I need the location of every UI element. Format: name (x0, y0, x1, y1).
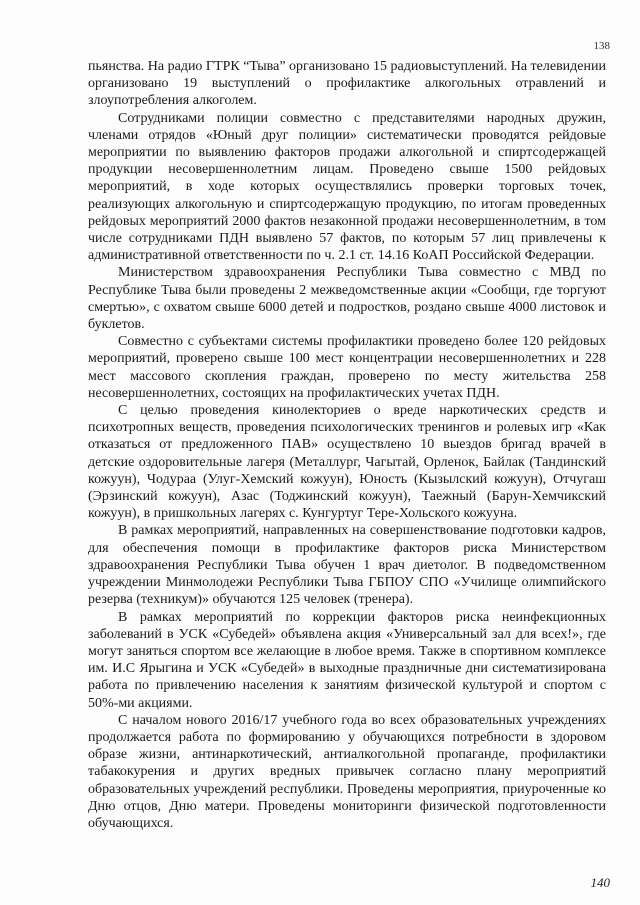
paragraph-3: Министерством здравоохранения Республики Тыва совместно с МВД по Республике Тыва были проведены 2 межведомственные акции «Сообщи, где торгуют смертью», с охватом свыше 6000 детей и подростков, роздано свыше 4000 листовок и буклетов. (88, 265, 606, 333)
paragraph-5: С целью проведения кинолекториев о вреде наркотических средств и психотропных веществ, проведения психологических тренингов и ролевых игр «Как отказаться от предложенного ПАВ» осуществлено 10 выездов бригад врачей в детские оздоровительные лагеря (Металлург, Чагытай, Орленок, Байлак (Тандинский кожуун), Чодураа (Улуг-Хемский кожуун), Юность (Кызылский кожуун), Отчугаш (Эрзинский кожуун), Азас (Тоджинский кожуун), Таежный (Барун-Хемчикский кожуун), в пришкольных лагерях с. Кунгуртуг Тере-Хольского кожууна. (88, 403, 606, 522)
paragraph-8: С началом нового 2016/17 учебного года во всех образовательных учреждениях продолжается работа по формированию у обучающихся потребности в здоровом образе жизни, антинаркотический, антиалкогольной пропаганде, профилактики табакокурения и других вредных привычек согласно плану мероприятий образовательных учреждений республики. Проведены мероприятия, приуроченные ко Дню отцов, Дню матери. Проведены мониторинги физической подготовленности обучающихся. (88, 712, 606, 831)
paragraph-6: В рамках мероприятий, направленных на совершенствование подготовки кадров, для обеспечения помощи в профилактике факторов риска Министерством здравоохранения Республики Тыва обучен 1 врач диетолог. В подведомственном учреждении Минмолодежи Республики Тыва ГБПОУ СПО «Училище олимпийского резерва (техникум)» обучаются 125 человек (тренера). (88, 523, 606, 608)
paragraph-2: Сотрудниками полиции совместно с представителями народных дружин, членами отрядов «Юный друг полиции» систематически проводятся рейдовые мероприятии по выявлению факторов продажи алкогольной и спиртсодержащей продукции несовершеннолетним лицам. Проведено свыше 1500 рейдовых мероприятий, в ходе которых осуществлялись проверки торговых точек, реализующих алкогольную и спиртсодержащую продукцию, по итогам проведенных рейдовых мероприятий 2000 фактов незаконной продажи несовершеннолетним, в том числе сотрудниками ПДН выявлено 57 фактов, по которым 57 лиц привлечены к административной ответственности по ч. 2.1 ст. 14.16 КоАП Российской Федерации. (88, 110, 606, 264)
paragraph-7: В рамках мероприятий по коррекции факторов риска неинфекционных заболеваний в УСК «Субедей» объявлена акция «Универсальный зал для всех!», где могут заняться спортом все желающие в любое время. Также в спортивном комплексе им. И.С Ярыгина и УСК «Субедей» в выходные праздничные дни систематизирована работа по привлечению населения к занятиям физической культурой и спортом с 50%-ми акциями. (88, 609, 606, 711)
paragraph-4: Совместно с субъектами системы профилактики проведено более 120 рейдовых мероприятий, проверено свыше 100 мест концентрации несовершеннолетних и 228 мест массового скопления граждан, проверено по месту жительства 258 несовершеннолетних, состоящих на профилактических учетах ПДН. (88, 334, 606, 401)
page-number-bottom: 140 (590, 875, 610, 890)
document-body (88, 58, 606, 832)
page-number-top: 138 (593, 40, 610, 52)
paragraph-1: пьянства. На радио ГТРК “Тыва” организовано 15 радиовыступлений. На телевидении организовано 19 выступлений о профилактике алкогольных отравлений и злоупотребления алкоголем. (88, 59, 606, 109)
